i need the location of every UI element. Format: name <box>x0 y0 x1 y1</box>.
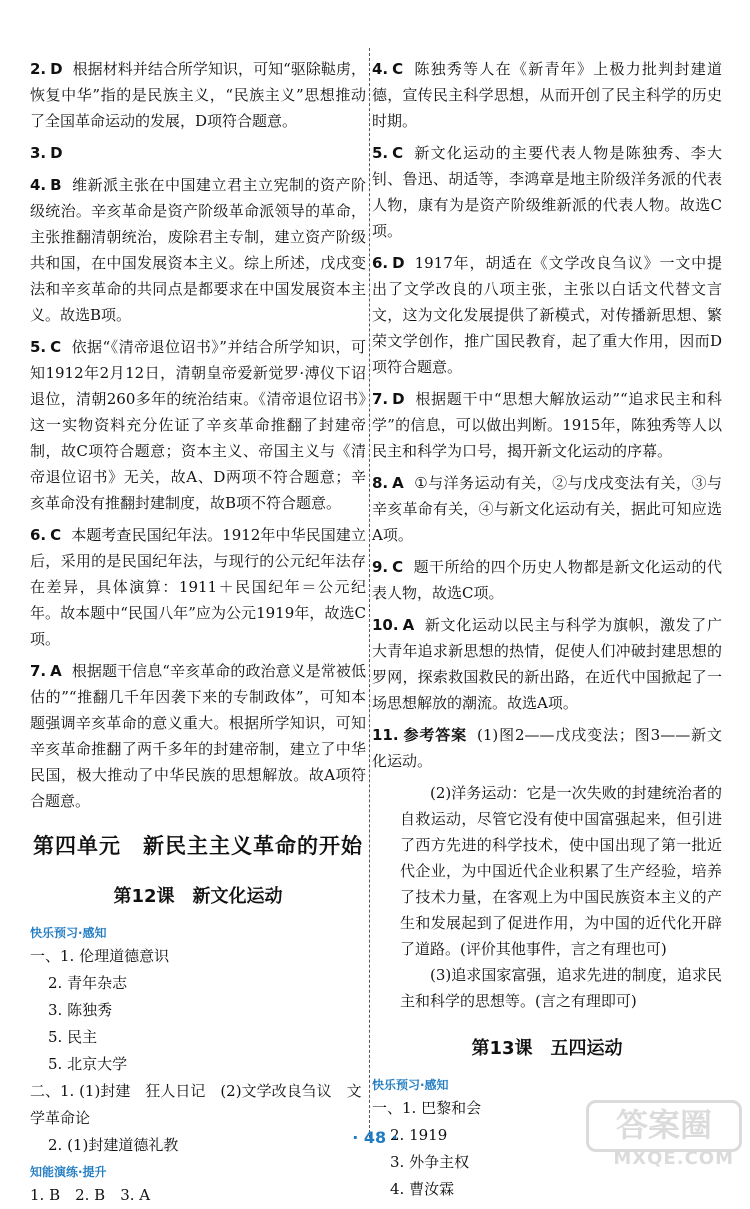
answer-item <box>372 56 722 134</box>
item-answer: D <box>50 144 63 162</box>
answer-item <box>372 612 722 716</box>
answer-line: 3. 外争主权 <box>390 1153 470 1171</box>
item-explanation: 根据题干信息“辛亥革命的政治意义是常被低估的”“推翻几千年因袭下来的专制政体”，可知本题强调辛亥革命的意义重大。根据所学知识，可知辛亥革命推翻了两千多年的封建帝制，建立了中华民国，极大推动了中华民族的思想解放。故A项符合题意。 <box>30 662 366 810</box>
item-number: 8. <box>372 474 389 492</box>
answer-line: 二、1. (1)封建 狂人日记 (2)文学改良刍议 文学革命论 <box>30 1082 362 1127</box>
item-number: 3. <box>30 144 47 162</box>
answer-line: 5. 民主 <box>48 1028 98 1046</box>
unit-title: 第四单元 新民主主义革命的开始 <box>33 834 363 858</box>
item-explanation: 维新派主张在中国建立君主立宪制的资产阶级统治。辛亥革命是资产阶级革命派领导的革命，主张推翻清朝统治，废除君主专制，建立资产阶级共和国，在中国发展资本主义。综上所述，戊戌变法和辛亥革命的共同点是都要求在中国发展资本主义。故选B项。 <box>30 176 366 324</box>
answer-item <box>372 140 722 244</box>
answer-line: 1. B 2. B 3. A <box>30 1186 151 1204</box>
answer-item <box>30 140 366 166</box>
item-explanation: 陈独秀等人在《新青年》上极力批判封建道德，宣传民主科学思想，从而开创了民主科学的历史时期。 <box>372 60 722 130</box>
item-explanation: 依据“《清帝退位诏书》”并结合所学知识，可知1912年2月12日，清朝皇帝爱新觉罗·溥仪下诏退位，清朝260多年的统治结束。《清帝退位诏书》这一实物资料充分佐证了辛亥革命推翻了封建帝制，故C项符合题意；资本主义、帝国主义与《清帝退位诏书》无关，故A、D两项不符合题意；辛亥革命没有推翻封建制度，故B项不符合题意。 <box>30 338 366 512</box>
answer-item <box>372 470 722 548</box>
answer-line: 2. 1919 <box>390 1126 448 1144</box>
item-explanation: 新文化运动以民主与科学为旗帜，激发了广大青年追求新思想的热情，促使人们冲破封建思想的罗网，探索救国救民的新出路，在近代中国掀起了一场思想解放的潮流。故选A项。 <box>372 616 722 712</box>
watermark-url: MXQE.COM <box>613 1148 734 1169</box>
answer-line: 4. 曹汝霖 <box>390 1180 455 1198</box>
item-answer: A <box>392 474 404 492</box>
item-answer: D <box>50 60 63 78</box>
answer-paragraph: (2)洋务运动：它是一次失败的封建统治者的自救运动，尽管它没有使中国富强起来，但引进了西方先进的科学技术，使中国出现了第一批近代企业，为中国近代企业积累了生产经验，培养了技术力量，在客观上为中国民族资本主义的产生和发展起到了促进作用，为中国的近代化开辟了道路。(评价其他事件，言之有理也可) <box>400 784 722 958</box>
answer-item <box>30 334 366 516</box>
answer-item <box>30 172 366 328</box>
item-number: 9. <box>372 558 389 576</box>
item-number: 5. <box>372 144 389 162</box>
item-number: 7. <box>30 662 47 680</box>
item-answer: 参考答案 <box>402 726 467 744</box>
item-explanation: 本题考查民国纪年法。1912年中华民国建立后，采用的是民国纪年法，与现行的公元纪年法存在差异，具体演算：1911＋民国纪年＝公元纪年。故本题中“民国八年”应为公元1919年，故选C项。 <box>30 526 366 648</box>
item-answer: C <box>392 60 404 78</box>
item-explanation: (1)图2——戊戌变法；图3——新文化运动。 <box>372 726 722 770</box>
answer-paragraph: (3)追求国家富强，追求先进的制度，追求民主和科学的思想等。(言之有理即可) <box>400 966 722 1010</box>
item-explanation: 题干所给的四个历史人物都是新文化运动的代表人物，故选C项。 <box>372 558 722 602</box>
answer-item <box>30 56 366 134</box>
item-explanation: 根据材料并结合所学知识，可知“驱除鞑虏，恢复中华”指的是民族主义，“民族主义”思想推动了全国革命运动的发展，D项符合题意。 <box>30 60 366 130</box>
item-number: 7. <box>372 390 389 408</box>
right-column <box>372 56 722 1203</box>
answer-item <box>372 554 722 606</box>
item-answer: C <box>392 558 404 576</box>
item-answer: D <box>392 390 405 408</box>
answer-line: 一、1. 伦理道德意识 <box>30 947 170 965</box>
answer-line: 2. (1)封建道德礼教 <box>48 1136 179 1154</box>
item-number: 11. <box>372 726 399 744</box>
answer-line: 3. 陈独秀 <box>48 1001 113 1019</box>
section-heading-preview: 快乐预习·感知 <box>30 926 107 940</box>
item-explanation: 新文化运动的主要代表人物是陈独秀、李大钊、鲁迅、胡适等，李鸿章是地主阶级洋务派的代表人物，康有为是资产阶级维新派的代表人物。故选C项。 <box>372 144 722 240</box>
item-number: 4. <box>372 60 389 78</box>
left-column <box>30 56 366 1209</box>
item-number: 4. <box>30 176 47 194</box>
item-answer: C <box>50 526 62 544</box>
watermark <box>592 1100 742 1170</box>
item-number: 2. <box>30 60 47 78</box>
answer-item <box>30 522 366 652</box>
item-answer: C <box>50 338 62 356</box>
page-number: · 48 · <box>352 1128 398 1147</box>
answer-item <box>372 250 722 380</box>
answer-item <box>30 658 366 814</box>
item-answer: D <box>392 254 405 272</box>
column-divider <box>369 48 370 1138</box>
item-number: 6. <box>30 526 47 544</box>
answer-line: 2. 青年杂志 <box>48 974 128 992</box>
answer-item <box>372 386 722 464</box>
item-explanation: 根据题干中“思想大解放运动”“追求民主和科学”的信息，可以做出判断。1915年，陈独秀等人以民主和科学为口号，揭开新文化运动的序幕。 <box>372 390 722 460</box>
item-answer: A <box>50 662 62 680</box>
item-number: 6. <box>372 254 389 272</box>
item-number: 5. <box>30 338 47 356</box>
lesson-title: 第12课 新文化运动 <box>113 886 283 907</box>
answer-item <box>372 722 722 774</box>
item-explanation: ①与洋务运动有关，②与戊戌变法有关，③与辛亥革命有关，④与新文化运动有关，据此可知应选A项。 <box>372 474 722 544</box>
item-number: 10. <box>372 616 399 634</box>
section-heading-practice: 知能演练·提升 <box>30 1165 107 1179</box>
answer-line: 5. 北京大学 <box>48 1055 128 1073</box>
item-answer: B <box>50 176 62 194</box>
item-explanation: 1917年，胡适在《文学改良刍议》一文中提出了文学改良的八项主张，主张以白话文代替文言文，这为文化发展提供了新模式，对传播新思想、繁荣文学创作，推广国民教育，起了重大作用，因而D项符合题意。 <box>372 254 722 376</box>
item-answer: C <box>392 144 404 162</box>
lesson-title: 第13课 五四运动 <box>471 1038 623 1059</box>
watermark-logo: 答案圈 <box>586 1100 742 1152</box>
answer-line: 一、1. 巴黎和会 <box>372 1099 482 1117</box>
item-answer: A <box>402 616 415 634</box>
section-heading-preview: 快乐预习·感知 <box>372 1078 449 1092</box>
